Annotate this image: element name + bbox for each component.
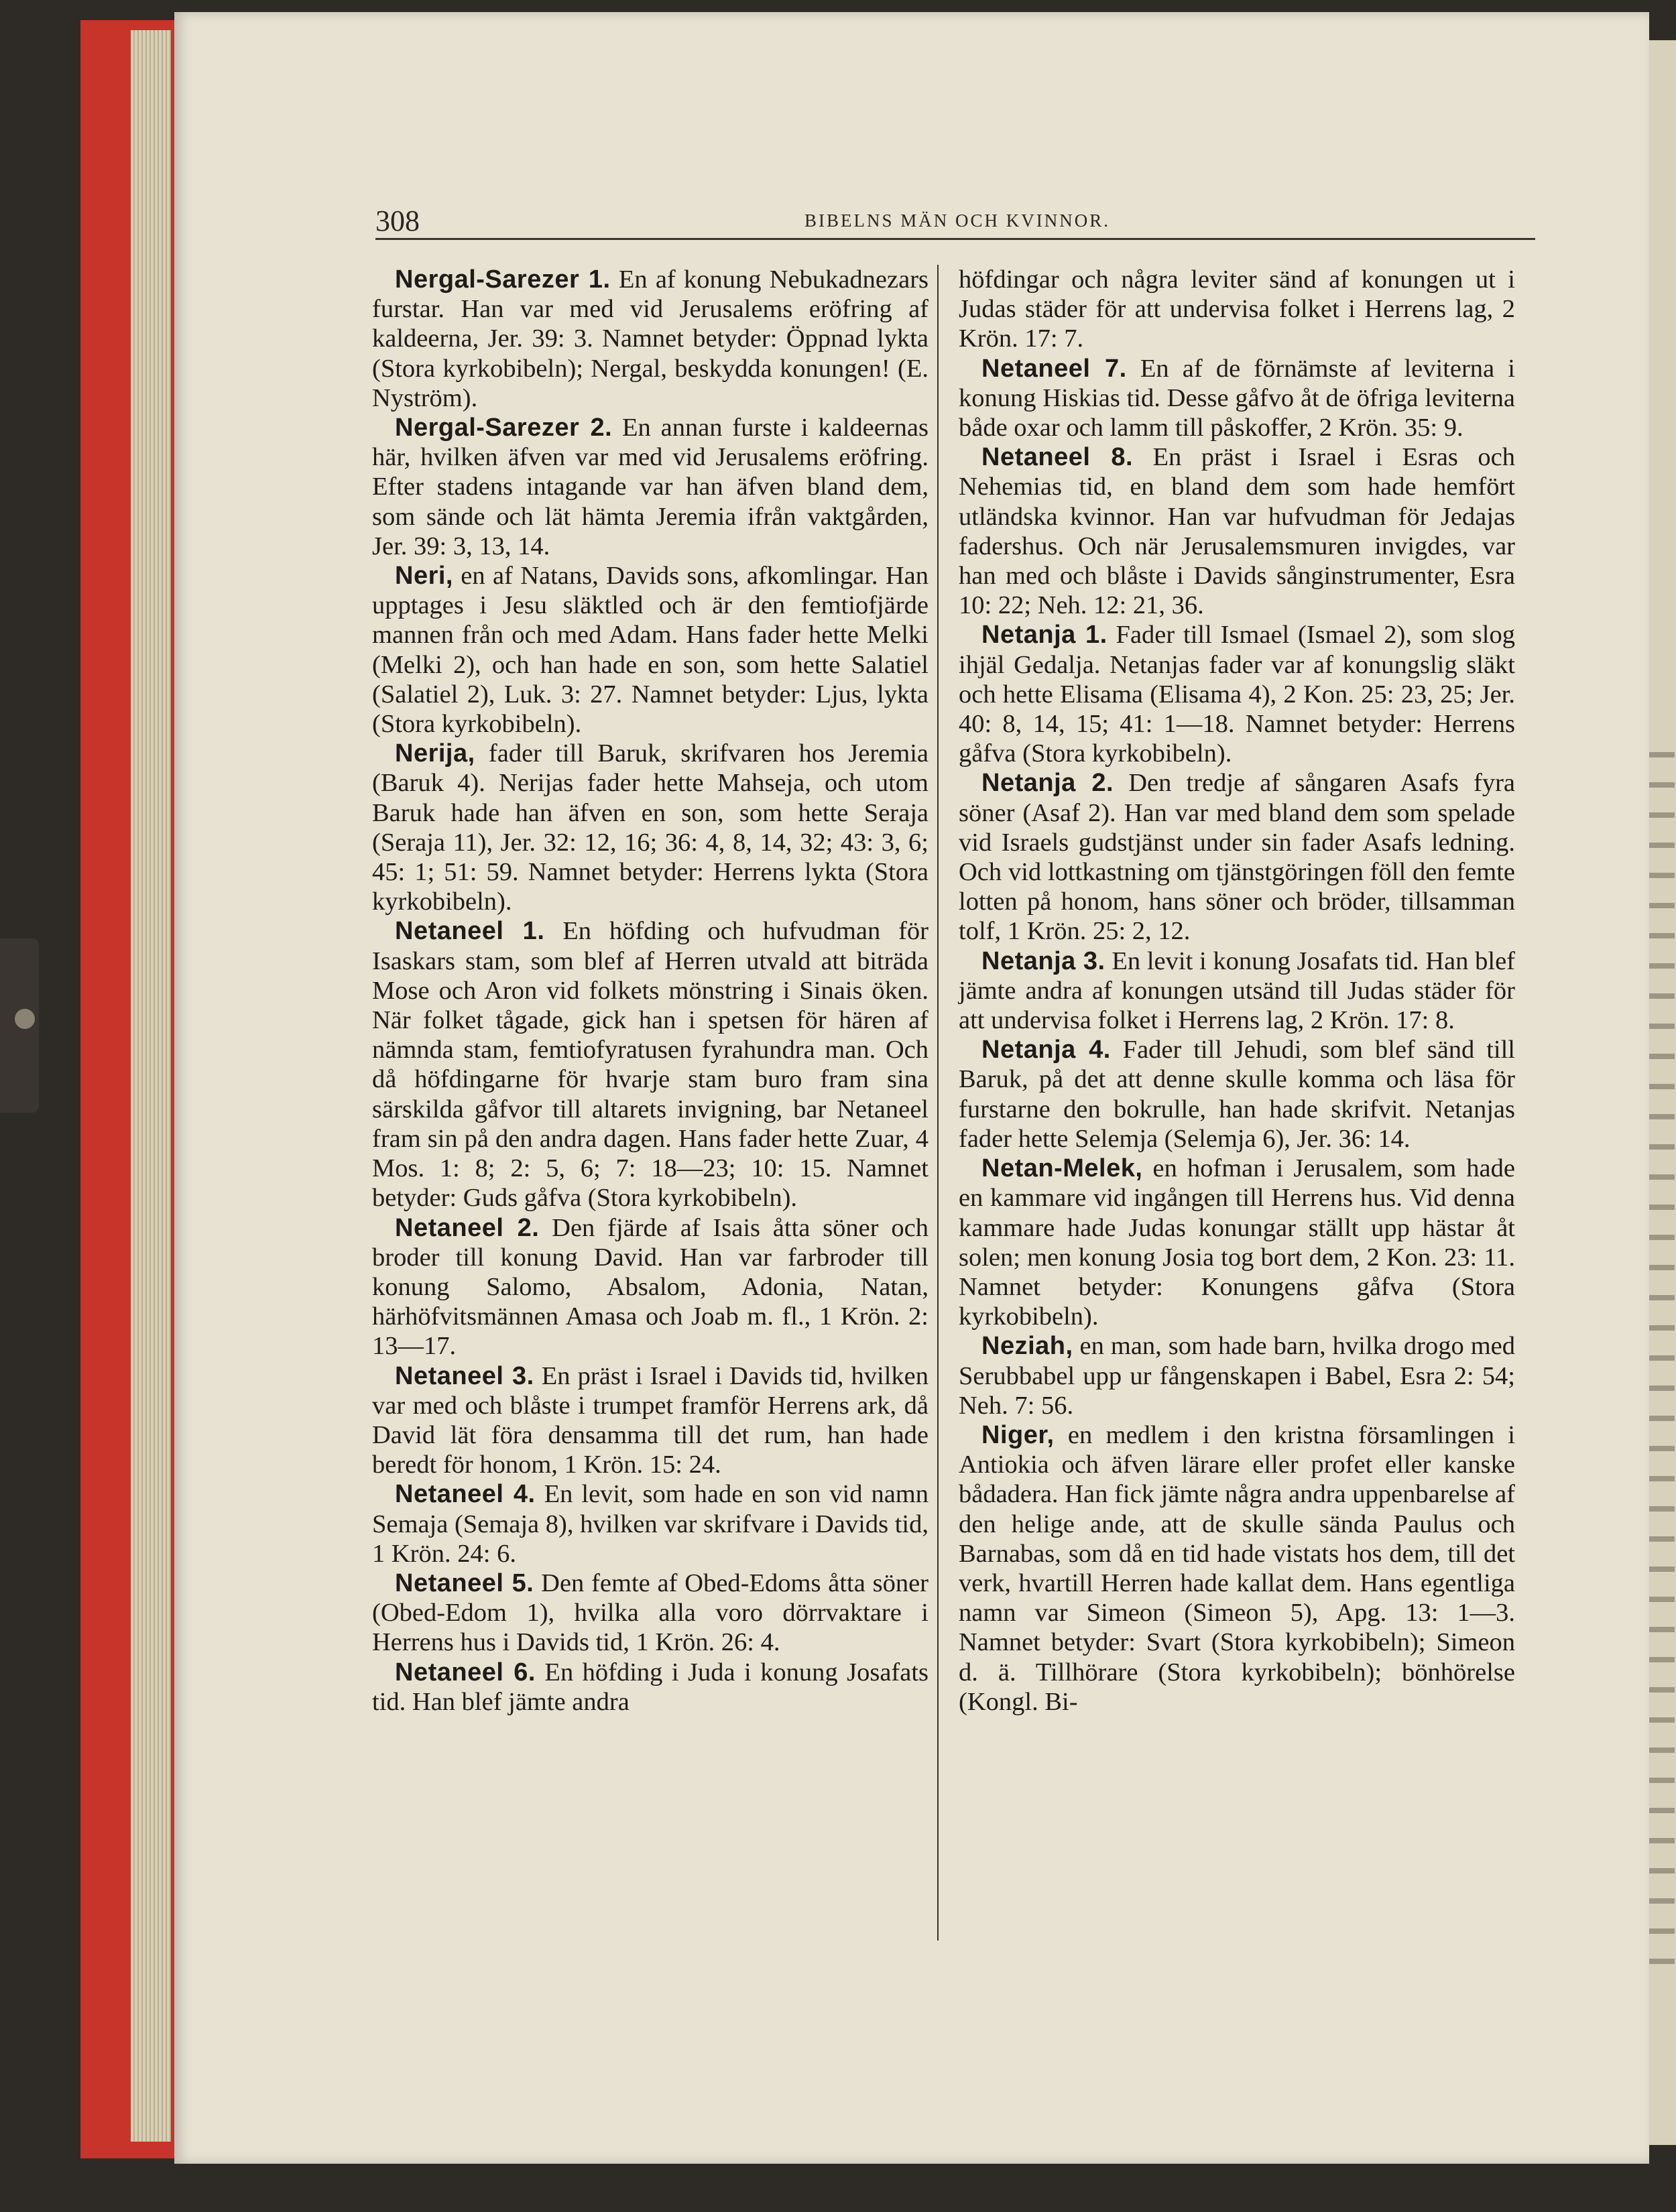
entry-headword: Neri, bbox=[395, 562, 453, 591]
dictionary-entry bbox=[959, 620, 1515, 768]
entry-text: En präst i Israel i Davids tid, hvilken var med och blåste i trumpet framför Herrens ark, då David lät föra densamma till det rum, han hade beredt för honom, 1 Krön. 15: 24. bbox=[372, 1361, 929, 1479]
dictionary-entry bbox=[372, 1213, 929, 1361]
entry-headword: Neziah, bbox=[981, 1332, 1073, 1361]
dictionary-entry bbox=[959, 354, 1515, 443]
entry-text: En annan furste i kaldeernas här, hvilken äfven var med vid Jerusalems eröfring. Efter stadens intagande var han äfven bland dem, som sände och lät hämta Jeremia ifrån vaktgården, Jer. 39: 3, 13, 14. bbox=[372, 414, 929, 560]
page-stack-edges bbox=[131, 30, 171, 2142]
header-rule bbox=[375, 238, 1535, 240]
entry-headword: Netaneel 2. bbox=[395, 1213, 540, 1242]
entry-text: en man, som hade barn, hvilka drogo med Serubbabel upp ur fångenskapen i Babel, Esra 2: 54; Neh. 7: 56. bbox=[959, 1332, 1515, 1420]
dictionary-entry bbox=[372, 1479, 929, 1569]
dictionary-entry bbox=[959, 265, 1515, 354]
entry-text: en hofman i Jerusalem, som hade en kammare vid ingången till Herrens hus. Vid denna kammare hade Judas konungar ställt upp hästar åt solen; men konung Josia tog bort dem, 2 Kon. 23: 11. Namnet betyder: Konungens gåfva (Stora kyrkobibeln). bbox=[959, 1154, 1515, 1331]
scanner-clip-screw bbox=[15, 1009, 35, 1029]
entry-text: en medlem i den kristna församlingen i Antiokia och äfven lärare eller profet eller kanske bådadera. Han fick jämte några andra uppenbarelse af den helige ande, att de skulle sända Paulus och Barnabas, som då en tid hade vistats hos dem, till det verk, hvartill Herren hade kallat dem. Hans egentliga namn var Simeon (Simeon 5), Apg. 13: 1—3. Namnet betyder: Svart (Stora kyrkobibeln); Simeon d. ä. Tillhörare (Stora kyrkobibeln); bönhörelse (Kongl. Bi- bbox=[959, 1420, 1515, 1716]
entry-headword: Netaneel 7. bbox=[981, 354, 1127, 383]
entry-text: fader till Baruk, skrifvaren hos Jeremia (Baruk 4). Nerijas fader hette Mahseja, och utom Baruk hade han äfven en son, som hette Seraja (Seraja 11), Jer. 32: 12, 16; 36: 4, 8, 14, 32; 43: 3, 6; 45: 1; 51: 59. Namnet betyder: Herrens lykta (Stora kyrkobibeln). bbox=[372, 739, 929, 916]
entry-headword: Netaneel 1. bbox=[395, 917, 545, 946]
page-header bbox=[375, 201, 1535, 241]
page-number: 308 bbox=[375, 204, 420, 237]
entry-headword: Nergal-Sarezer 1. bbox=[395, 265, 611, 294]
dictionary-entry bbox=[372, 916, 929, 1213]
entry-text: En höfding i Juda i konung Josafats tid. Han blef jämte andra bbox=[372, 1658, 929, 1716]
entry-headword: Netaneel 6. bbox=[395, 1658, 536, 1686]
dictionary-entry bbox=[372, 1658, 929, 1717]
dictionary-entry bbox=[959, 1154, 1515, 1331]
dictionary-entry bbox=[959, 768, 1515, 946]
entry-headword: Niger, bbox=[981, 1420, 1055, 1449]
dictionary-entry bbox=[959, 1035, 1515, 1154]
dictionary-entry bbox=[372, 561, 929, 739]
entry-text: En levit i konung Josafats tid. Han blef jämte andra af konungen utsänd till Judas städer för att undervisa folket i Herrens lag, 2 Krön. 17: 8. bbox=[959, 946, 1515, 1035]
dictionary-entry bbox=[959, 1420, 1515, 1717]
entry-headword: Netanja 2. bbox=[981, 769, 1114, 798]
dictionary-entry bbox=[372, 1569, 929, 1658]
entry-text: En präst i Israel i Esras och Nehemias tid, en bland dem som hade hemfört utländska kvinnor. Han var hufvudman för Jedajas fadershus. Och när Jerusalemsmuren invigdes, var han med och blåste i Davids sånginstrumenter, Esra 10: 22; Neh. 12: 21, 36. bbox=[959, 443, 1515, 620]
entry-headword: Netanja 4. bbox=[981, 1036, 1111, 1064]
entry-headword: Netaneel 5. bbox=[395, 1569, 534, 1597]
column-divider bbox=[937, 265, 939, 1941]
entry-headword: Netan-Melek, bbox=[981, 1154, 1143, 1183]
entry-text: Den femte af Obed-Edoms åtta söner (Obed-Edom 1), hvilka alla voro dörrvaktare i Herrens hus i Davids tid, 1 Krön. 26: 4. bbox=[372, 1569, 929, 1657]
entry-text: Den fjärde af Isais åtta söner och broder till konung David. Han var farbroder till konung Salomo, Absalom, Adonia, Natan, härhöfvitsmännen Amasa och Joab m. fl., 1 Krön. 2: 13—17. bbox=[372, 1213, 929, 1361]
entry-text: En af de förnämste af leviterna i konung Hiskias tid. Desse gåfvo åt de öfriga leviterna både oxar och lamm till påskoffer, 2 Krön. 35: 9. bbox=[959, 354, 1515, 442]
dictionary-entry bbox=[372, 1361, 929, 1480]
entry-headword: Netaneel 8. bbox=[981, 443, 1134, 472]
entry-text: En höfding och hufvudman för Isaskars stam, som blef af Herren utvald att biträda Mose och Aron vid folkets mönstring i Sinais öken. När folket tågade, gick han i spetsen för hären af nämnda stam, femtiofyratusen fyrahundra man. Och då höfdingarne för hvarje stam buro fram sina särskilda gåfvor till altarets invigning, bar Netaneel fram sin på den andra dagen. Hans fader hette Zuar, 4 Mos. 1: 8; 2: 5, 6; 7: 18—23; 10: 15. Namnet betyder: Guds gåfva (Stora kyrkobibeln). bbox=[372, 917, 929, 1213]
dictionary-entry bbox=[959, 1331, 1515, 1420]
entry-text: En af konung Nebukadnezars furstar. Han var med vid Jerusalems eröfring af kaldeerna, Jer. 39: 3. Namnet betyder: Öppnad lykta (Stora kyrkobibeln); Nergal, beskydda konungen! (E. Nyström). bbox=[372, 265, 929, 412]
dictionary-entry bbox=[959, 442, 1515, 620]
entry-headword: Nergal-Sarezer 2. bbox=[395, 414, 613, 442]
entry-headword: Netanja 1. bbox=[981, 621, 1108, 650]
dictionary-entry bbox=[372, 265, 929, 413]
entry-headword: Netanja 3. bbox=[981, 946, 1105, 975]
entry-text: en af Natans, Davids sons, afkomlingar. Han upptages i Jesu släktled och är den femtiofjärde mannen från och med Adam. Hans fader hette Melki (Melki 2), och han hade en son, som hette Salatiel (Salatiel 2), Luk. 3: 27. Namnet betyder: Ljus, lykta (Stora kyrkobibeln). bbox=[372, 562, 929, 739]
dictionary-entry bbox=[372, 413, 929, 561]
entry-text: Fader till Ismael (Ismael 2), som slog ihjäl Gedalja. Netanjas fader var af konungslig släkt och hette Elisama (Elisama 4), 2 Kon. 25: 23, 25; Jer. 40: 8, 14, 15; 41: 1—18. Namnet betyder: Herrens gåfva (Stora kyrkobibeln). bbox=[959, 621, 1515, 768]
entry-text: höfdingar och några leviter sänd af konungen ut i Judas städer för att undervisa folket i Herrens lag, 2 Krön. 17: 7. bbox=[959, 265, 1515, 353]
dictionary-entry bbox=[372, 739, 929, 916]
dictionary-entry bbox=[959, 946, 1515, 1036]
running-head: BIBELNS MÄN OCH KVINNOR. bbox=[804, 210, 1111, 231]
entry-headword: Nerija, bbox=[395, 739, 475, 768]
entry-text: En levit, som hade en son vid namn Semaja (Semaja 8), hvilken var skrifvare i Davids tid, 1 Krön. 24: 6. bbox=[372, 1480, 929, 1568]
entry-headword: Netaneel 4. bbox=[395, 1480, 536, 1509]
entry-headword: Netaneel 3. bbox=[395, 1361, 534, 1390]
left-column bbox=[372, 265, 929, 1717]
entry-text: Fader till Jehudi, som blef sänd till Baruk, på det att denne skulle komma och läsa för furstarne den bokrulle, han hade skrifvit. Netanjas fader hette Selemja (Selemja 6), Jer. 36: 14. bbox=[959, 1036, 1515, 1153]
entry-text: Den tredje af sångaren Asafs fyra söner (Asaf 2). Han var med bland dem som spelade vid Israels gudstjänst under sin fader Asafs ledning. Och vid lottkastning om tjänstgöringen föll den femte lotten på honom, hans söner och bröder, tillsamman tolf, 1 Krön. 25: 2, 12. bbox=[959, 769, 1515, 946]
right-column bbox=[959, 265, 1515, 1717]
